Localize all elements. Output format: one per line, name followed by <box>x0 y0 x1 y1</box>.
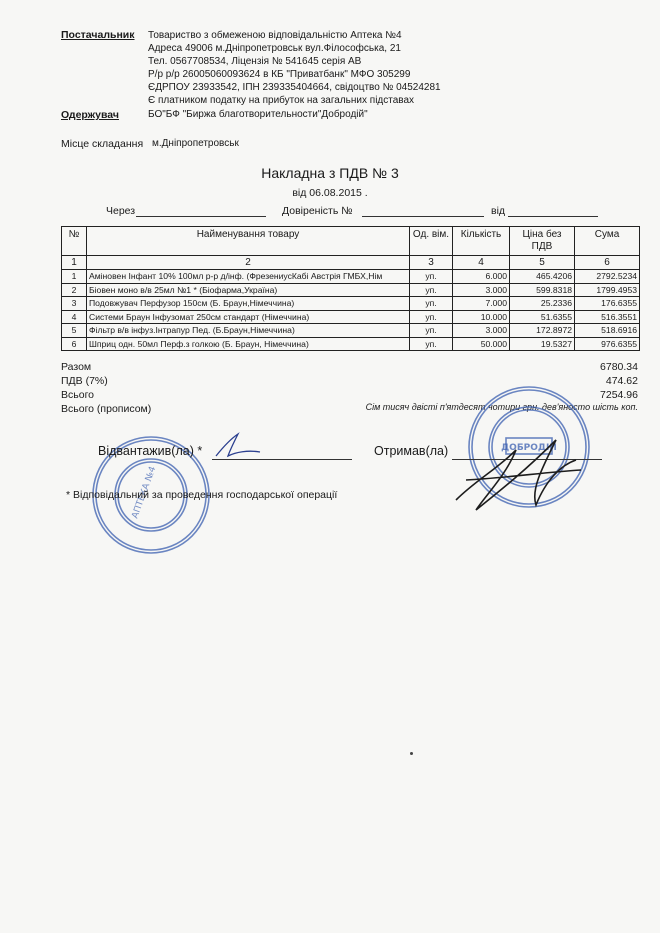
row-number: 3 <box>62 297 87 311</box>
col-number: 5 <box>510 256 575 270</box>
goods-table <box>61 226 640 351</box>
unit: уп. <box>410 283 453 297</box>
quantity: 50.000 <box>453 337 510 351</box>
table-row <box>62 324 640 338</box>
col-number: 3 <box>410 256 453 270</box>
col-number: 6 <box>575 256 640 270</box>
price: 465.4206 <box>510 270 575 284</box>
table-row <box>62 337 640 351</box>
sum: 176.6355 <box>575 297 640 311</box>
received-label: Отримав(ла) <box>374 444 449 458</box>
price: 51.6355 <box>510 310 575 324</box>
quantity: 3.000 <box>453 283 510 297</box>
col-number: 2 <box>87 256 410 270</box>
table-header-row <box>62 227 640 256</box>
power-from-label: від <box>491 205 506 217</box>
product-name: Аміновен Інфант 10% 100мл р-р д/інф. (ФрезениусКабі Австрія ГМБХ,Нім <box>87 270 410 284</box>
received-signature <box>446 420 586 520</box>
document-title: Накладна з ПДВ № 3 <box>261 165 399 181</box>
col-number: 1 <box>62 256 87 270</box>
sum: 516.3551 <box>575 310 640 324</box>
row-number: 5 <box>62 324 87 338</box>
unit: уп. <box>410 337 453 351</box>
col-header-sum: Сума <box>575 227 640 256</box>
product-name: Шприц одн. 50мл Перф.з голкою (Б. Браун, Німеччина) <box>87 337 410 351</box>
stamp-right-text: ДОБРОДІЙ <box>501 443 557 453</box>
total-label: Всього <box>61 389 95 401</box>
place-value: м.Дніпропетровськ <box>152 138 239 149</box>
quantity: 10.000 <box>453 310 510 324</box>
shipped-label: Відвантажив(ла) * <box>98 444 203 458</box>
price: 599.8318 <box>510 283 575 297</box>
table-row <box>62 270 640 284</box>
document-date: від 06.08.2015 . <box>292 187 368 199</box>
table-row <box>62 283 640 297</box>
col-header-number: № <box>62 227 87 256</box>
product-name: Біовен моно в/в 25мл №1 * (Біофарма,Україна) <box>87 283 410 297</box>
supplier-line: Товариство з обмеженою відповідальністю Аптека №4 <box>148 30 402 41</box>
power-from-line <box>508 216 598 217</box>
row-number: 1 <box>62 270 87 284</box>
quantity: 7.000 <box>453 297 510 311</box>
unit: уп. <box>410 297 453 311</box>
col-header-name: Найменування товару <box>87 227 410 256</box>
supplier-line: Адреса 49006 м.Дніпропетровськ вул.Філософська, 21 <box>148 43 401 54</box>
recipient-value: БО"БФ "Биржа благотворительности"Добродій" <box>148 109 368 120</box>
unit: уп. <box>410 310 453 324</box>
product-name: Фільтр в/в інфуз.Інтрапур Пед. (Б.Браун,Німеччина) <box>87 324 410 338</box>
power-of-attorney-label: Довіреність № <box>282 205 353 217</box>
row-number: 2 <box>62 283 87 297</box>
recipient-label: Одержувач <box>61 109 119 121</box>
col-header-unit: Од. вім. <box>410 227 453 256</box>
table-row <box>62 310 640 324</box>
via-label: Через <box>106 205 136 217</box>
supplier-details <box>148 29 441 107</box>
sum-value: 6780.34 <box>600 361 638 373</box>
sum: 976.6355 <box>575 337 640 351</box>
column-number-row <box>62 256 640 270</box>
price: 19.5327 <box>510 337 575 351</box>
total-words-label: Всього (прописом) <box>61 403 152 415</box>
vat-value: 474.62 <box>605 375 638 387</box>
table-row <box>62 297 640 311</box>
totals-labels <box>61 360 151 416</box>
col-header-quantity: Кількість <box>453 227 510 256</box>
product-name: Системи Браун Інфузомат 250см стандарт (Німеччина) <box>87 310 410 324</box>
sum: 2792.5234 <box>575 270 640 284</box>
quantity: 6.000 <box>453 270 510 284</box>
supplier-line: Є платником податку на прибуток на загальних підставах <box>148 95 415 106</box>
speck <box>410 752 413 755</box>
unit: уп. <box>410 270 453 284</box>
unit: уп. <box>410 324 453 338</box>
sum: 1799.4953 <box>575 283 640 297</box>
col-number: 4 <box>453 256 510 270</box>
supplier-label: Постачальник <box>61 29 135 41</box>
totals-values <box>600 360 638 402</box>
row-number: 6 <box>62 337 87 351</box>
col-header-price: Ціна без ПДВ <box>510 227 575 256</box>
supplier-line: ЄДРПОУ 23933542, ІПН 239335404664, свідоцтво № 04524281 <box>148 82 441 93</box>
price: 25.2336 <box>510 297 575 311</box>
footnote: * Відповідальний за проведення господарської операції <box>66 489 338 501</box>
price: 172.8972 <box>510 324 575 338</box>
via-line <box>136 216 266 217</box>
place-label: Місце складання <box>61 138 144 150</box>
shipped-signature <box>214 430 264 460</box>
power-of-attorney-line <box>362 216 484 217</box>
product-name: Подовжувач Перфузор 150см (Б. Браун,Німеччина) <box>87 297 410 311</box>
vat-label: ПДВ (7%) <box>61 375 108 387</box>
sum-label: Разом <box>61 361 92 373</box>
stamp-left-text: АПТЕКА №4 <box>130 465 159 520</box>
sum: 518.6916 <box>575 324 640 338</box>
supplier-line: Тел. 0567708534, Ліцензія № 541645 серія АВ <box>148 56 362 67</box>
supplier-line: Р/р р/р 26005060093624 в КБ "Приватбанк" МФО 305299 <box>148 69 411 80</box>
quantity: 3.000 <box>453 324 510 338</box>
total-words-value: Сім тисяч двісті п'ятдесят чотири грн. дев'яносто шість коп. <box>365 402 638 412</box>
row-number: 4 <box>62 310 87 324</box>
total-value: 7254.96 <box>600 389 638 401</box>
